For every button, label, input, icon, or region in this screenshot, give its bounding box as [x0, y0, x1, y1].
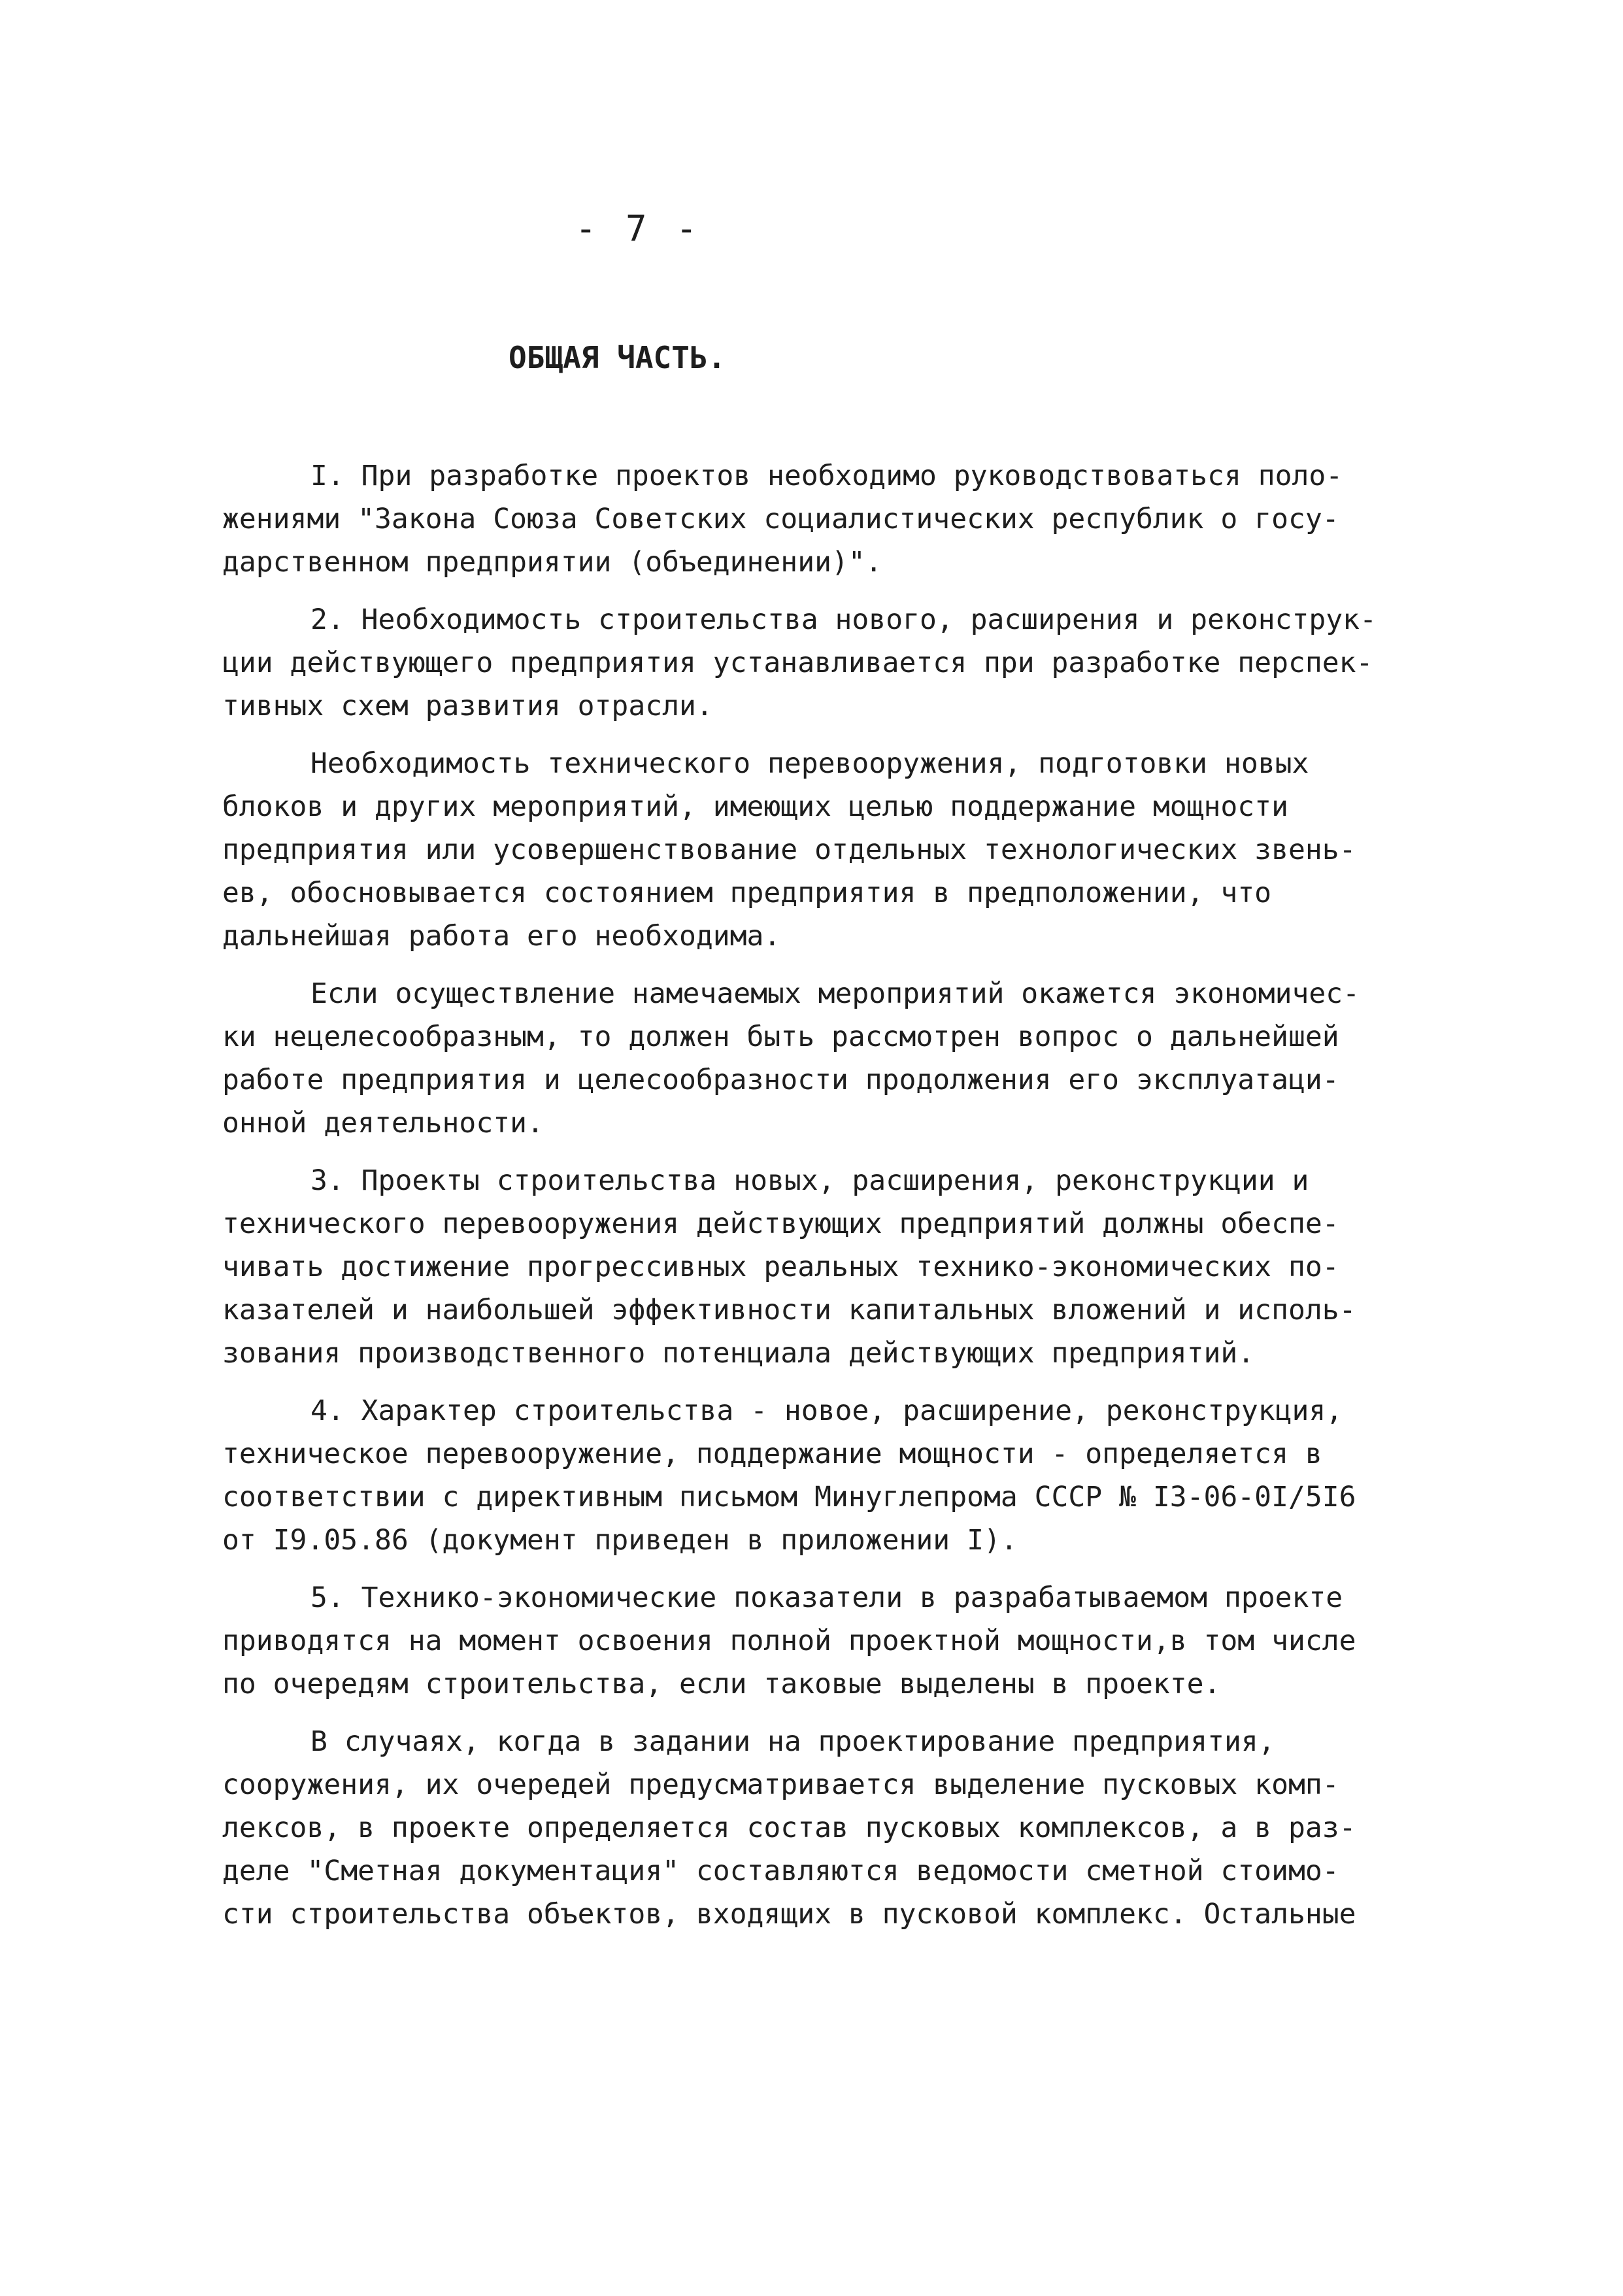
text-line: от I9.05.86 (документ приведен в приложении I).	[222, 1524, 1018, 1557]
text-line: приводятся на момент освоения полной проектной мощности,в том числе	[222, 1625, 1356, 1657]
text-line: деле "Сметная документация" составляются ведомости сметной стоимо-	[222, 1855, 1339, 1887]
text-line: чивать достижение прогрессивных реальных технико-экономических по-	[222, 1251, 1339, 1283]
text-line: 3. Проекты строительства новых, расширения, реконструкции и	[310, 1164, 1309, 1197]
paragraph-4	[222, 972, 1399, 1145]
body-text	[222, 454, 1399, 1950]
text-line: казателей и наибольшей эффективности капитальных вложений и исполь-	[222, 1294, 1356, 1326]
text-line: В случаях, когда в задании на проектирование предприятия,	[310, 1725, 1275, 1758]
text-line: сти строительства объектов, входящих в пусковой комплекс. Остальные	[222, 1898, 1356, 1931]
text-line: техническое перевооружение, поддержание мощности - определяется в	[222, 1438, 1322, 1470]
text-line: 4. Характер строительства - новое, расширение, реконструкция,	[310, 1394, 1343, 1427]
text-line: дарственном предприятии (объединении)".	[222, 546, 882, 579]
paragraph-7	[222, 1576, 1399, 1706]
text-line: ции действующего предприятия устанавливается при разработке перспек-	[222, 647, 1373, 679]
text-line: зования производственного потенциала действующих предприятий.	[222, 1337, 1255, 1370]
text-line: ки нецелесообразным, то должен быть рассмотрен вопрос о дальнейшей	[222, 1021, 1339, 1053]
text-line: онной деятельности.	[222, 1107, 544, 1140]
paragraph-8	[222, 1720, 1399, 1936]
page-number: - 7 -	[575, 208, 701, 249]
section-title: ОБЩАЯ ЧАСТЬ.	[509, 340, 726, 375]
text-line: блоков и других мероприятий, имеющих целью поддержание мощности	[222, 790, 1288, 823]
paragraph-2	[222, 598, 1399, 728]
text-line: работе предприятия и целесообразности продолжения его эксплуатаци-	[222, 1064, 1339, 1096]
text-line: I. При разработке проектов необходимо руководствоваться поло-	[310, 460, 1343, 492]
paragraph-3	[222, 742, 1399, 958]
text-line: тивных схем развития отрасли.	[222, 690, 713, 722]
text-line: Необходимость технического перевооружения, подготовки новых	[310, 747, 1309, 780]
text-line: лексов, в проекте определяется состав пусковых комплексов, а в раз-	[222, 1812, 1356, 1844]
text-line: жениями "Закона Союза Советских социалистических республик о госу-	[222, 503, 1339, 535]
paragraph-1	[222, 454, 1399, 584]
text-line: сооружения, их очередей предусматривается выделение пусковых комп-	[222, 1768, 1339, 1801]
text-line: ев, обосновывается состоянием предприятия в предположении, что	[222, 877, 1272, 909]
paragraph-6	[222, 1389, 1399, 1562]
text-line: по очередям строительства, если таковые выделены в проекте.	[222, 1668, 1221, 1700]
text-line: предприятия или усовершенствование отдельных технологических звень-	[222, 834, 1356, 866]
text-line: технического перевооружения действующих предприятий должны обеспе-	[222, 1207, 1339, 1240]
text-line: Если осуществление намечаемых мероприятий окажется экономичес-	[310, 977, 1360, 1010]
text-line: 5. Технико-экономические показатели в разрабатываемом проекте	[310, 1581, 1343, 1614]
text-line: соответствии с директивным письмом Минуглепрома СССР № I3-06-0I/5I6	[222, 1481, 1356, 1513]
text-line: дальнейшая работа его необходима.	[222, 920, 781, 953]
text-line: 2. Необходимость строительства нового, расширения и реконструк-	[310, 603, 1377, 636]
paragraph-5	[222, 1159, 1399, 1375]
